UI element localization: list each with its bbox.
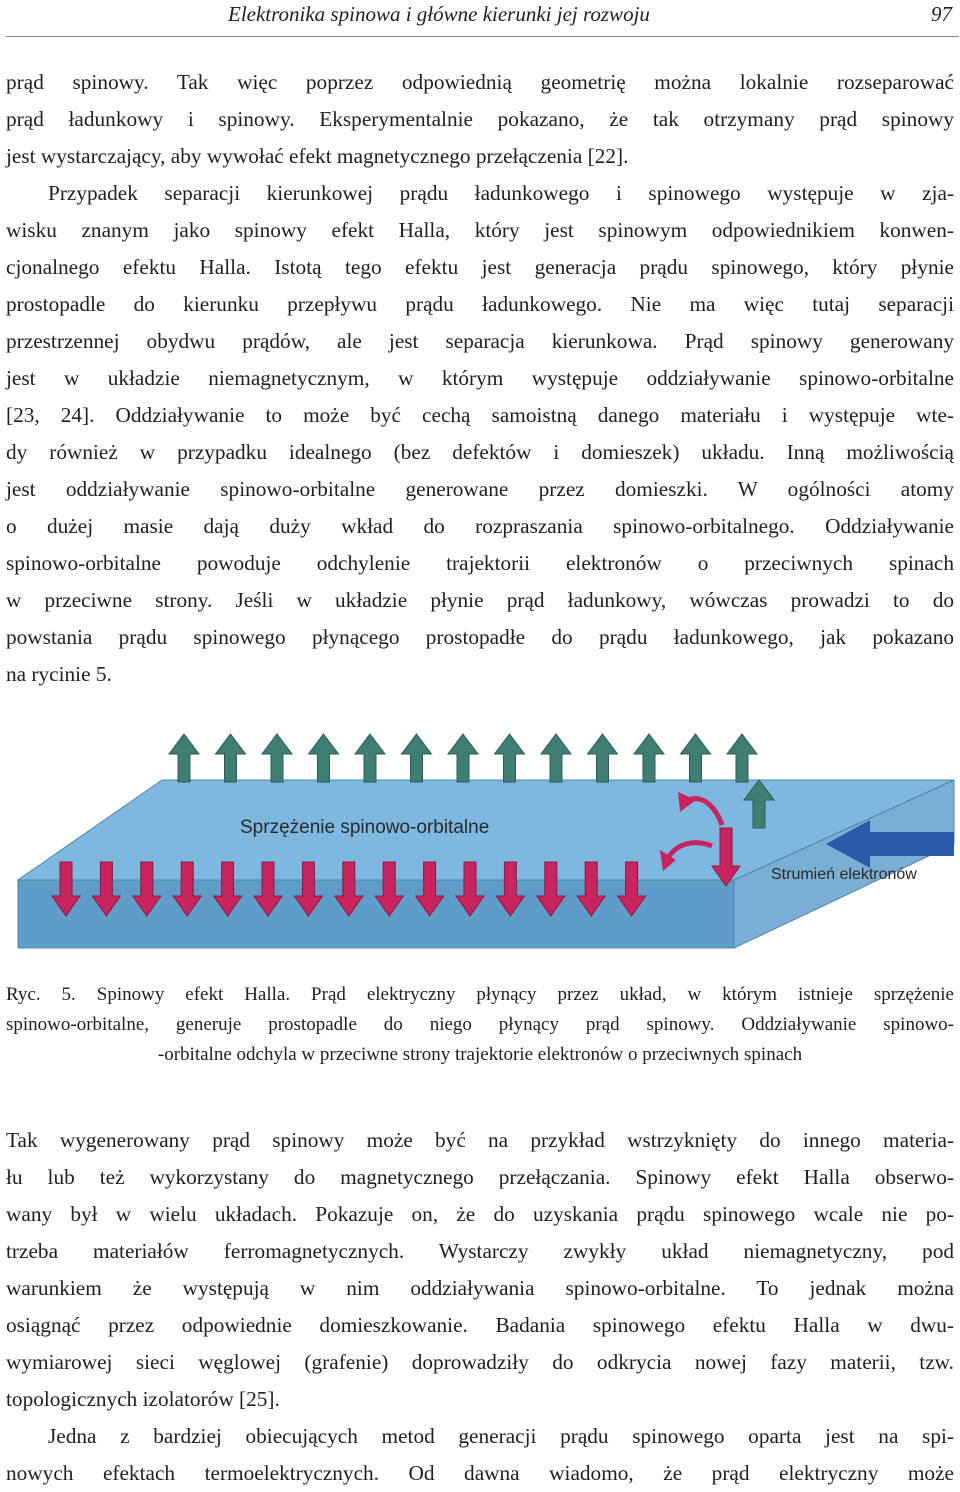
spin-up-arrow <box>402 734 432 782</box>
text-line: o dużej masie dają duży wkład do rozpraszania spinowo-orbitalnego. Oddziaływanie <box>6 514 954 538</box>
figure-caption <box>6 980 954 1070</box>
text-line: nowych efektach termoelektrycznych. Od dawna wiadomo, że prąd elektryczny może <box>6 1461 954 1485</box>
text-line: [23, 24]. Oddziaływanie to może być cechą samoistną danego materiału i występuje wte- <box>6 403 954 427</box>
paragraph-2 <box>6 175 954 693</box>
text-line: wisku znanym jako spinowy efekt Halla, który jest spinowym odpowiednikiem konwen- <box>6 218 954 242</box>
text-line: jest oddziaływanie spinowo-orbitalne generowane przez domieszki. W ogólności atomy <box>6 477 954 501</box>
spin-up-arrow <box>355 734 385 782</box>
text-line: warunkiem że występują w nim oddziaływania spinowo-orbitalne. To jednak można <box>6 1276 954 1300</box>
text-line: wany był w wielu układach. Pokazuje on, że do uzyskania prądu spinowego wcale nie po- <box>6 1202 954 1226</box>
paragraph-1 <box>6 64 954 175</box>
spin-up-arrow <box>541 734 571 782</box>
text-line: dy również w przypadku idealnego (bez defektów i domieszek) układu. Inną możliwością <box>6 440 954 464</box>
text-line: spinowo-orbitalne powoduje odchylenie trajektorii elektronów o przeciwnych spinach <box>6 551 954 575</box>
spin-up-arrow <box>169 734 199 782</box>
spin-up-arrow <box>448 734 478 782</box>
spin-up-arrow <box>262 734 292 782</box>
text-line: w przeciwne strony. Jeśli w układzie płynie prąd ładunkowy, wówczas prowadzi to do <box>6 588 954 612</box>
text-line: trzeba materiałów ferromagnetycznych. Wystarczy zwykły układ niemagnetyczny, pod <box>6 1239 954 1263</box>
spin-up-arrow <box>216 734 246 782</box>
page-number: 97 <box>931 2 952 26</box>
text-line: Jedna z bardziej obiecujących metod generacji prądu spinowego oparta jest na spi- <box>48 1424 954 1448</box>
spin-up-arrow <box>588 734 618 782</box>
text-line: łu lub też wykorzystany do magnetycznego przełączania. Spinowy efekt Halla obserwo- <box>6 1165 954 1189</box>
text-line: prąd ładunkowy i spinowy. Eksperymentalnie pokazano, że tak otrzymany prąd spinowy <box>6 107 954 131</box>
text-line: jest w układzie niemagnetycznym, w którym występuje oddziaływanie spinowo-orbitalne <box>6 366 954 390</box>
text-line: Przypadek separacji kierunkowej prądu ładunkowego i spinowego występuje w zja- <box>48 181 954 205</box>
text-line: na rycinie 5. <box>6 662 112 686</box>
caption-line: spinowo-orbitalne, generuje prostopadle do niego płynący prąd spinowy. Oddziaływanie spinowo- <box>6 1014 954 1035</box>
caption-line: -orbitalne odchyla w przeciwne strony trajektorie elektronów o przeciwnych spinach <box>157 1044 803 1065</box>
spin-up-arrow <box>727 734 757 782</box>
electron-flow-label: Strumień elektronów <box>771 866 917 883</box>
slab <box>18 780 954 948</box>
text-line: osiągnąć przez odpowiednie domieszkowanie. Badania spinowego efektu Halla w dwu- <box>6 1313 954 1337</box>
paragraph-4 <box>6 1418 954 1492</box>
paragraph-3 <box>6 1122 954 1418</box>
spin-up-arrow <box>681 734 711 782</box>
caption-line: Ryc. 5. Spinowy efekt Halla. Prąd elektryczny płynący przez układ, w którym istnieje sprzężenie <box>6 984 954 1005</box>
spin-up-arrow <box>309 734 339 782</box>
text-line: Tak wygenerowany prąd spinowy może być na przykład wstrzyknięty do innego materia- <box>6 1128 954 1152</box>
spin-up-arrow <box>495 734 525 782</box>
text-line: prąd spinowy. Tak więc poprzez odpowiednią geometrię można lokalnie rozseparować <box>6 70 954 94</box>
header-rule <box>6 36 959 37</box>
text-line: jest wystarczający, aby wywołać efekt magnetycznego przełączenia [22]. <box>6 144 629 168</box>
text-line: wymiarowej sieci węglowej (grafenie) doprowadziły do odkrycia nowej fazy materii, tzw. <box>6 1350 954 1374</box>
spin-orbit-label: Sprzężenie spinowo-orbitalne <box>240 817 490 838</box>
text-line: cjonalnego efektu Halla. Istotą tego efektu jest generacja prądu spinowego, który płynie <box>6 255 954 279</box>
running-title: Elektronika spinowa i główne kierunki jej rozwoju <box>228 2 650 26</box>
spin-up-arrow <box>634 734 664 782</box>
text-line: prostopadle do kierunku przepływu prądu ładunkowego. Nie ma więc tutaj separacji <box>6 292 954 316</box>
spin-hall-figure <box>0 728 960 958</box>
text-line: topologicznych izolatorów [25]. <box>6 1387 280 1411</box>
text-line: powstania prądu spinowego płynącego prostopadłe do prądu ładunkowego, jak pokazano <box>6 625 954 649</box>
text-line: przestrzennej obydwu prądów, ale jest separacja kierunkowa. Prąd spinowy generowany <box>6 329 954 353</box>
